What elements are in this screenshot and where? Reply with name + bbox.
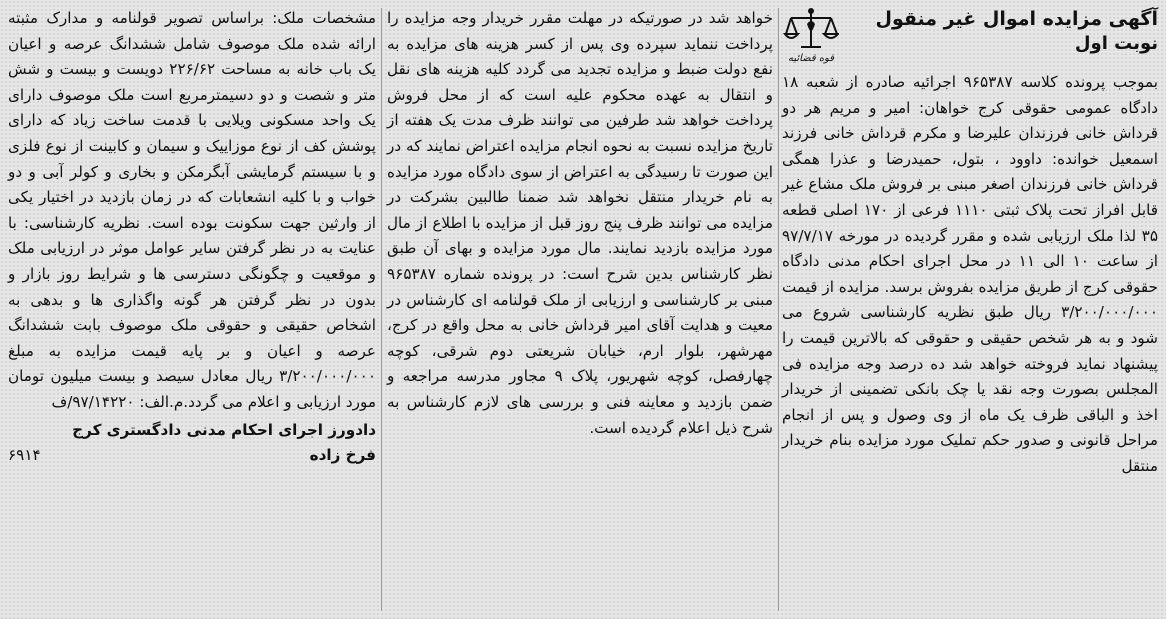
column-divider (778, 8, 779, 611)
signature-name-row (8, 443, 376, 469)
column-divider (381, 8, 382, 611)
notice-column-middle (387, 6, 773, 613)
notice-subtitle: نوبت اول (1074, 33, 1158, 54)
judiciary-emblem (782, 6, 840, 68)
emblem-caption: قوه قضائیه (787, 53, 835, 64)
signature-title: دادورز اجرای احکام مدنی دادگستری کرج (72, 420, 376, 439)
notice-title: آگهی مزایده اموال غیر منقول (875, 8, 1158, 30)
notice-column-left (8, 6, 376, 613)
notice-titles (848, 6, 1158, 56)
ad-code: ۶۹۱۴ (8, 446, 41, 465)
notice-header (782, 6, 1158, 68)
notice-body-part1: بموجب پرونده کلاسه ۹۶۵۳۸۷ اجرائیه صادره از شعبه ۱۸ دادگاه عمومی حقوقی کرج خواهان: امیر و مریم هر دو قرداش خانی فرزندان علیرضا و مکرم قرداش خانی فرزند اسمعیل خوانده: داوود ، بتول، حمیدرضا و عذرا همگی قرداش خانی فرزندان اصغر مبنی بر فروش ملک مشاع غیر قابل افراز تحت پلاک ثبتی ۱۱۱۰ فرعی از ۱۷۰ اصلی قطعه ۳۵ لذا ملک ارزیابی شده و مقرر گردیده در مورخه ۹۷/۷/۱۷ از ساعت ۱۰ الی ۱۱ در محل اجرای احکام مدنی دادگاه حقوقی کرج از طریق مزایده بفروش برسد. مزایده از قیمت ۳/۲۰۰/۰۰۰/۰۰۰ ریال طبق نظریه کارشناسی شروع می شود و به هر شخص حقیقی و حقوقی که بالاترین قیمت را پیشنهاد نماید فروخته خواهد شد ده درصد وجه مزایده فی المجلس بصورت وجه نقد یا چک بانکی تضمینی از خریدار اخذ و الباقی ظرف یک ماه از وی وصول و پس از انجام مراحل قانونی و صدور حکم تملیک مورد مزایده بنام خریدار منتقل (782, 73, 1159, 475)
notice-column-right (782, 6, 1158, 613)
scales-of-justice-icon (783, 6, 839, 52)
notice-body-part3: مشخصات ملک: براساس تصویر قولنامه و مدارک مثبته ارائه شده ملک موصوف شامل ششدانگ عرصه و اعیان یک باب خانه به مساحت ۲۲۶/۶۲ دویست و بیست و شش متر و شصت و دو دسیمترمربع است ملک موصوف دارای یک واحد مسکونی ویلایی با قدمت ساخت زیاد که دارای پوشش کف از نوع موزاییک و سیمان و کابینت از نوع فلزی و با سیستم گرمایشی آبگرمکن و بخاری و کولر آبی و دو خواب و با کلیه انشعابات که در زمان بازدید در اختیار یکی از وارثین جهت سکونت بوده است. نظریه کارشناسی: با عنایت به در نظر گرفتن سایر عوامل موثر در ارزیابی ملک و موقعیت و چگونگی دسترسی ها و شرایط روز بازار و بدون در نظر گرفتن هر گونه واگذاری ها و بدهی به اشخاص حقیقی و حقوقی ملک موصوف بابت ششدانگ عرصه و اعیان و بر پایه قیمت مزایده به مبلغ ۳/۲۰۰/۰۰۰/۰۰۰ ریال معادل سیصد و بیست میلیون تومان مورد ارزیابی و اعلام می گردد.م.الف: ۹۷/۱۴۲۲۰/ف (8, 9, 376, 411)
notice-body-part2: خواهد شد در صورتیکه در مهلت مقرر خریدار وجه مزایده را پرداخت ننماید سپرده وی پس از کسر هزینه های مزایده به نفع دولت ضبط و مزایده تجدید می گردد کلیه هزینه های نقل و انتقال به عهده محکوم علیه است که از محل فروش پرداخت خواهد شد طرفین می توانند ظرف مدت یک هفته از تاریخ مزایده نسبت به نحوه انجام مزایده اعتراض نمایند که در این صورت تا رسیدگی به اعتراض از سوی دادگاه مورد مزایده به نام خریدار منتقل نخواهد شد ضمنا طالبین بشرکت در مزایده می توانند ظرف پنج روز قبل از مزایده با اطلاع از مال مورد مزایده بازدید نمایند. مال مورد مزایده و بهای آن طبق نظر کارشناس بدین شرح است: در پرونده شماره ۹۶۵۳۸۷ مبنی بر کارشناسی و ارزیابی از ملک قولنامه ای کارشناس در معیت و هدایت آقای امیر قرداش خانی به محل واقع در کرج، مهرشهر، بلوار ارم، خیابان شریعتی دوم شرقی، کوچه چهارفصل، کوچه شهریور، پلاک ۹ مجاور مدرسه مراجعه و ضمن بازدید و معاینه فنی و بررسی های لازم کارشناس به شرح ذیل اعلام گردیده است. (387, 9, 774, 437)
signature-name: فرخ زاده (309, 446, 376, 465)
notice-signature (8, 418, 376, 469)
